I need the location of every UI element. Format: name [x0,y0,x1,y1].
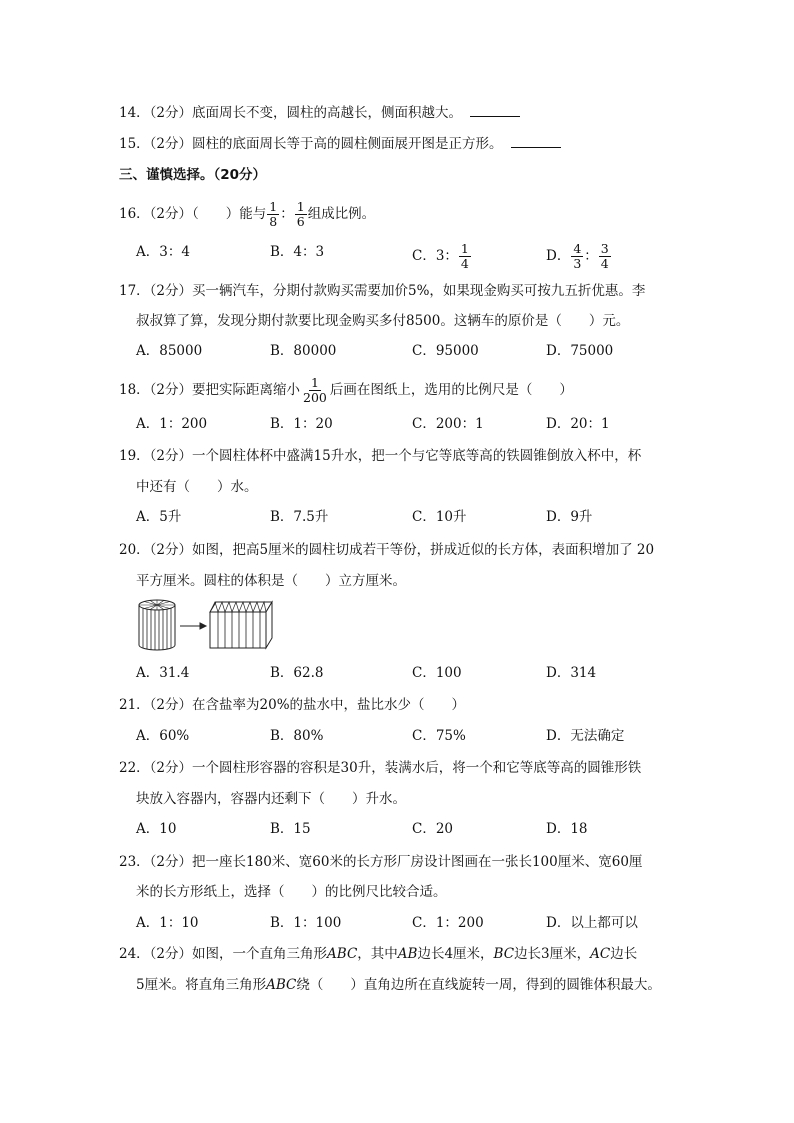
fraction-one-sixth: $\frac{1}{6}$ [296,199,305,229]
answer-blank-15[interactable] [511,135,561,148]
question-16-suffix: 组成比例。 [307,206,376,222]
fraction-one-two-hundredth: $\frac{1}{200}$ [303,375,327,405]
cuboid-icon [210,602,272,648]
question-15-text: 15．（2分）圆柱的底面周长等于高的圆柱侧面展开图是正方形。 [119,136,503,152]
option-a[interactable]: A．60% [136,728,190,744]
option-b[interactable]: B．62.8 [270,665,324,681]
question-19-line2: 中还有（ ）水。 [136,479,258,495]
question-20-options [0,663,794,683]
question-22-options [0,819,794,839]
option-a[interactable]: A．3：4 [136,244,190,260]
question-15 [119,134,561,154]
question-21-options [0,726,794,746]
option-d[interactable]: D．20：1 [546,416,610,432]
question-16-options [0,241,794,271]
question-17-line1: 17．（2分）买一辆汽车，分期付款购买需要加价5%，如果现金购买可按九五折优惠。李 [119,283,646,299]
question-24-line2: 5厘米。将直角三角形ABC绕（ ）直角边所在直线旋转一周，得到的圆锥体积最大。 [136,977,661,993]
option-c[interactable]: C．20 [412,821,454,837]
option-c[interactable]: C．95000 [412,343,479,359]
question-23-line1: 23．（2分）把一座长180米、宽60米的长方形厂房设计图画在一张长100厘米、宽60厘 [119,854,643,870]
option-d[interactable]: D．9升 [546,509,593,525]
question-23-line2: 米的长方形纸上，选择（ ）的比例尺比较合适。 [136,884,447,900]
option-c[interactable]: C．200：1 [412,416,484,432]
option-d[interactable]: D．314 [546,665,597,681]
option-a[interactable]: A．31.4 [136,665,190,681]
option-d[interactable]: D．18 [546,821,588,837]
option-d[interactable]: D．75000 [546,343,614,359]
question-14 [119,103,520,123]
option-b[interactable]: B．80% [270,728,324,744]
option-a[interactable]: A．1：10 [136,915,199,931]
cylinder-icon [139,600,175,650]
question-20-line2: 平方厘米。圆柱的体积是（ ）立方厘米。 [136,573,406,589]
question-18-prefix: 18．（2分）要把实际距离缩小 [119,382,301,398]
option-a[interactable]: A．1：200 [136,416,208,432]
option-c[interactable]: C．10升 [412,509,467,525]
fraction-one-eighth: $\frac{1}{8}$ [269,199,278,229]
option-b[interactable]: B．1：100 [270,915,342,931]
option-c[interactable]: C．1：200 [412,915,484,931]
question-19-options [0,507,794,527]
question-17-options [0,341,794,361]
question-16 [119,200,375,229]
option-c[interactable]: C．3： $\frac{1}{4}$ [412,241,469,271]
option-b[interactable]: B．80000 [270,343,337,359]
option-d[interactable]: D．无法确定 [546,728,625,744]
question-17-line2: 叔叔算了算，发现分期付款要比现金购买多付8500。这辆车的原价是（ ）元。 [136,313,630,329]
option-d[interactable]: D．以上都可以 [546,915,638,931]
option-d[interactable]: D． $\frac{4}{3}$ ： $\frac{3}{4}$ [546,241,609,271]
question-22-line2: 块放入容器内，容器内还剩下（ ）升水。 [136,791,406,807]
option-b[interactable]: B．1：20 [270,416,333,432]
option-b[interactable]: B．7.5升 [270,509,329,525]
arrow-right-icon [180,623,206,629]
answer-blank-14[interactable] [470,104,520,117]
question-24-line1: 24．（2分）如图，一个直角三角形ABC，其中AB边长4厘米，BC边长3厘米，AC边长 [119,946,638,962]
question-23-options [0,913,794,933]
question-18-options [0,414,794,434]
option-a[interactable]: A．10 [136,821,177,837]
option-a[interactable]: A．5升 [136,509,182,525]
question-22-line1: 22．（2分）一个圆柱形容器的容积是30升，装满水后，将一个和它等底等高的圆锥形铁 [119,760,642,776]
option-c[interactable]: C．100 [412,665,462,681]
cylinder-to-cuboid-figure [136,598,286,654]
option-b[interactable]: B．4：3 [270,244,325,260]
question-16-prefix: 16．（2分）（ ）能与 [119,206,267,222]
section-title: 三、谨慎选择。（20分） [119,167,267,183]
option-b[interactable]: B．15 [270,821,311,837]
question-18 [119,376,573,405]
option-a[interactable]: A．85000 [136,343,203,359]
option-c[interactable]: C．75% [412,728,466,744]
question-20-line1: 20．（2分）如图，把高5厘米的圆柱切成若干等份，拼成近似的长方体，表面积增加了 20 [119,542,655,558]
colon: ： [280,206,294,222]
question-18-suffix: 后画在图纸上，选用的比例尺是（ ） [329,382,573,398]
question-19-line1: 19．（2分）一个圆柱体杯中盛满15升水，把一个与它等底等高的铁圆锥倒放入杯中，杯 [119,448,642,464]
question-21: 21．（2分）在含盐率为20%的盐水中，盐比水少（ ） [119,697,466,713]
question-14-text: 14．（2分）底面周长不变，圆柱的高越长，侧面积越大。 [119,105,463,121]
